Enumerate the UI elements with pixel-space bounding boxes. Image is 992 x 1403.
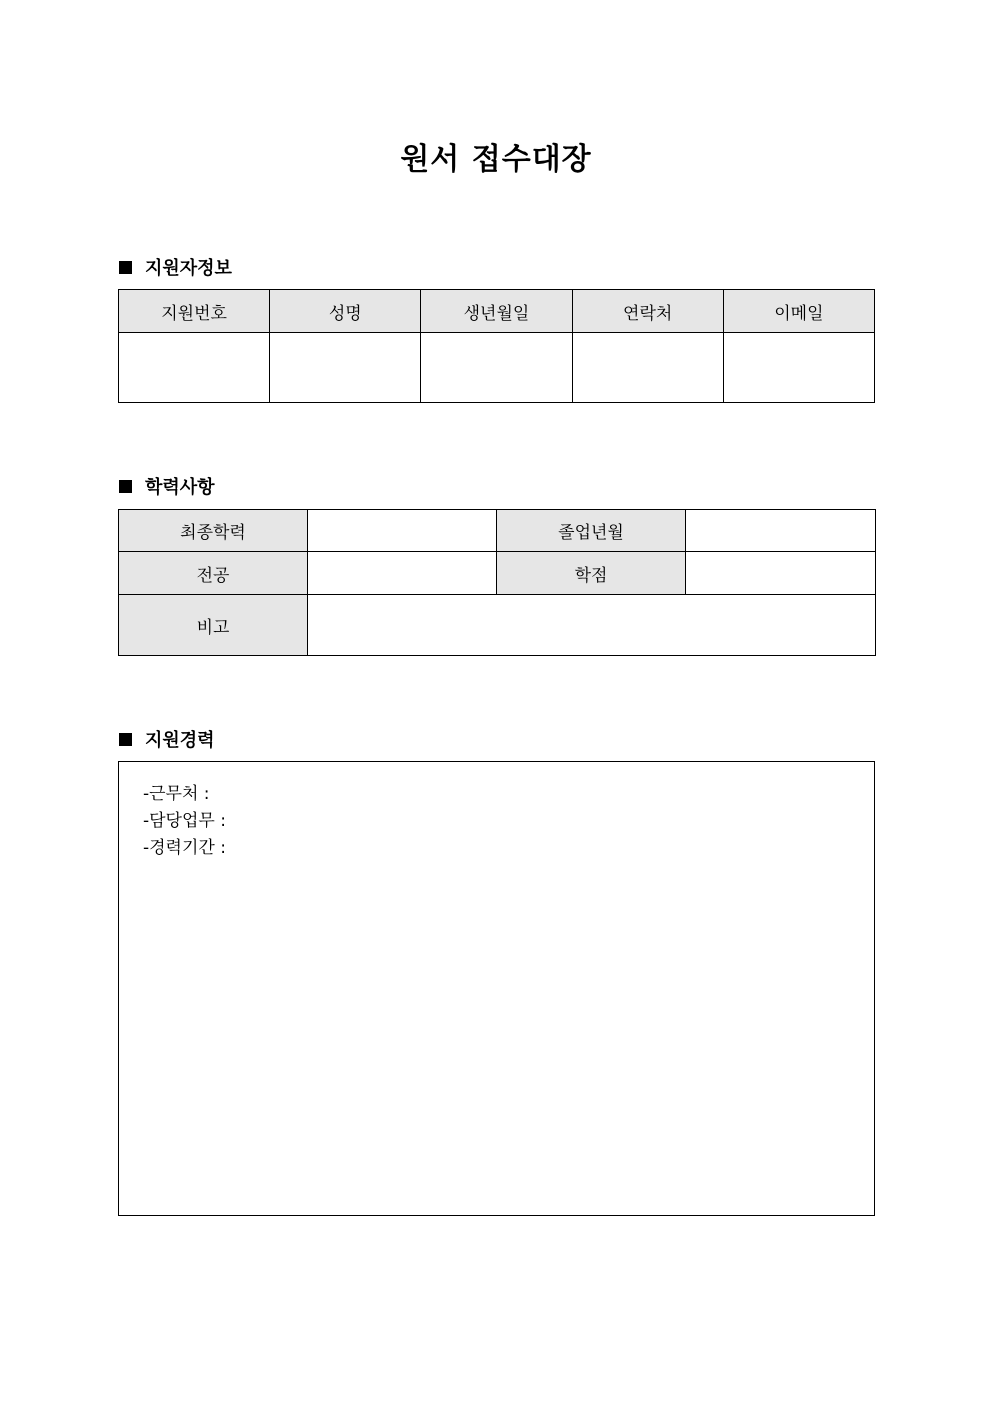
section-heading-applicant [119,254,232,280]
column-header-applicant-number: 지원번호 [119,290,270,333]
table-row [119,595,876,656]
education-table [118,509,876,656]
remarks-label: 비고 [119,595,308,656]
gpa-cell[interactable] [686,552,876,595]
square-bullet-icon [119,261,132,274]
major-cell[interactable] [308,552,497,595]
gpa-label: 학점 [497,552,686,595]
table-header-row [119,290,875,333]
career-fields [143,781,226,862]
duty-line: -담당업무 : [143,811,226,831]
career-period-line: -경력기간 : [143,838,226,858]
applicant-number-cell[interactable] [119,333,270,403]
graduation-label: 졸업년월 [497,510,686,552]
name-cell[interactable] [270,333,421,403]
section-heading-career [119,726,215,752]
square-bullet-icon [119,733,132,746]
column-header-birthdate: 생년월일 [421,290,572,333]
remarks-cell[interactable] [308,595,876,656]
column-header-email: 이메일 [723,290,874,333]
workplace-line: -근무처 : [143,784,210,804]
graduation-cell[interactable] [686,510,876,552]
birthdate-cell[interactable] [421,333,572,403]
section-title: 학력사항 [145,477,215,498]
applicant-info-table [118,289,875,403]
table-row [119,552,876,595]
column-header-name: 성명 [270,290,421,333]
email-cell[interactable] [723,333,874,403]
major-label: 전공 [119,552,308,595]
square-bullet-icon [119,480,132,493]
table-row [119,510,876,552]
final-education-cell[interactable] [308,510,497,552]
contact-cell[interactable] [572,333,723,403]
column-header-contact: 연락처 [572,290,723,333]
table-row [119,333,875,403]
section-heading-education [119,473,215,499]
page-title: 원서 접수대장 [400,142,592,177]
final-education-label: 최종학력 [119,510,308,552]
section-title: 지원경력 [145,730,215,751]
career-text-box[interactable] [118,761,875,1216]
section-title: 지원자정보 [145,258,232,279]
